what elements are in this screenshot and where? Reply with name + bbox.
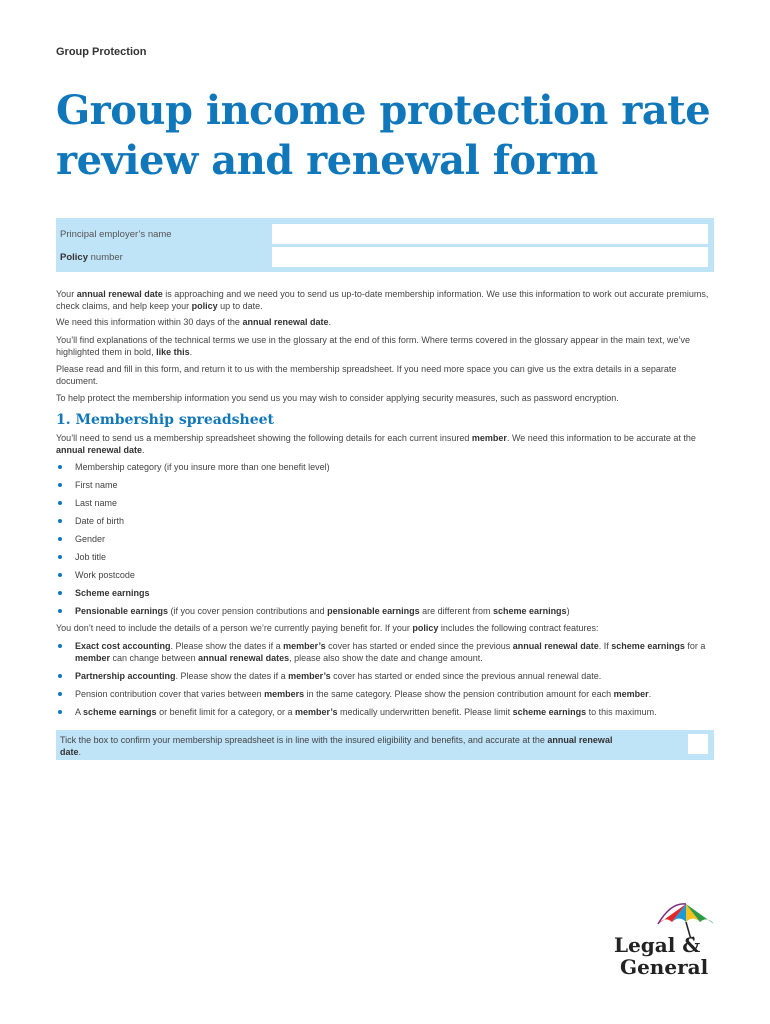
page-title: Group income protection rate review and renewal form — [56, 87, 711, 184]
list-item — [56, 533, 714, 545]
text-run: is approaching and we need you to send us up-to-date membership information. We use this information to work out accurate premiums, check claims, and help keep your — [56, 289, 709, 311]
intro-paragraph — [56, 334, 714, 358]
list-item-text — [75, 570, 135, 580]
bold-term: annual renewal date — [512, 641, 599, 651]
bold-term: member’s — [294, 707, 338, 717]
bold-term: Scheme earnings — [75, 588, 150, 598]
bold-term: pensionable earnings — [327, 606, 420, 616]
text-run: . — [648, 689, 652, 699]
text-run: . — [142, 445, 145, 455]
text-run: Work postcode — [75, 570, 135, 580]
logo-line-2: General — [620, 955, 709, 979]
employer-info-box — [56, 218, 714, 272]
text-run: ) — [566, 606, 570, 616]
list-item-text — [75, 498, 117, 508]
employer-row — [56, 224, 714, 246]
employer-name-field[interactable] — [272, 224, 708, 244]
bold-term: member’s — [283, 641, 326, 651]
policy-label-bold: Policy — [60, 252, 88, 263]
intro-paragraph — [56, 288, 714, 312]
list-item — [56, 569, 714, 581]
bullet-icon — [58, 573, 62, 577]
text-run: up to date. — [217, 301, 263, 311]
list-item — [56, 688, 714, 700]
text-run: (if you cover pension contributions and — [168, 606, 328, 616]
policy-number-label — [60, 252, 123, 263]
bullet-icon — [58, 483, 62, 487]
intro-paragraph — [56, 316, 714, 328]
text-run: Date of birth — [75, 516, 125, 526]
list-item-text — [75, 671, 601, 681]
bullet-icon — [58, 710, 62, 714]
list-item — [56, 515, 714, 527]
text-run: cover has started or ended since the previous annual renewal date. — [330, 671, 602, 681]
list-item — [56, 670, 714, 682]
policy-row — [56, 247, 714, 269]
text-run: You’ll need to send us a membership spreadsheet showing the following details for each current insured — [56, 433, 472, 443]
bold-term: Exact cost accounting — [75, 641, 171, 651]
list-item — [56, 605, 714, 617]
bold-term: annual renewal dates — [198, 653, 290, 663]
list-item — [56, 479, 714, 491]
bullet-icon — [58, 692, 62, 696]
section-intro — [56, 432, 714, 456]
text-run: cover has started or ended since the previous — [325, 641, 513, 651]
text-run: . — [78, 747, 82, 757]
text-run: We need this information within 30 days of the — [56, 317, 243, 327]
bold-term: members — [264, 689, 305, 699]
text-run: or benefit limit for a category, or a — [156, 707, 295, 717]
bold-term: scheme earnings — [512, 707, 587, 717]
bold-term: annual renewal date — [242, 317, 329, 327]
bold-term: annual renewal date — [56, 445, 143, 455]
section-heading: 1. Membership spreadsheet — [56, 412, 274, 428]
bullet-icon — [58, 555, 62, 559]
logo-line-1: Legal & — [614, 933, 701, 957]
list-item — [56, 461, 714, 473]
bold-term: member — [75, 653, 111, 663]
text-run: You’ll find explanations of the technical terms we use in the glossary at the end of this form. Where terms covered in the glossary appear in the main text, we’ve highlighted them in bold, — [56, 335, 690, 357]
text-run: to this maximum. — [586, 707, 657, 717]
list-item-text — [75, 462, 330, 472]
bold-term: policy — [191, 301, 218, 311]
text-run: can change between — [110, 653, 199, 663]
bullet-icon — [58, 644, 62, 648]
bold-term: scheme earnings — [83, 707, 157, 717]
list-item-text — [75, 534, 105, 544]
text-run: A — [75, 707, 84, 717]
text-run: First name — [75, 480, 118, 490]
employer-name-label: Principal employer’s name — [60, 229, 172, 240]
list-item-text — [75, 516, 124, 526]
logo-wordmark — [614, 934, 714, 978]
bullet-icon — [58, 591, 62, 595]
policy-label-rest: number — [88, 252, 123, 263]
bold-term: policy — [412, 623, 439, 633]
text-run: Job title — [75, 552, 107, 562]
text-run: Membership category (if you insure more than one benefit level) — [75, 462, 330, 472]
bold-term: like this — [156, 347, 190, 357]
bold-term: scheme earnings — [611, 641, 685, 651]
bold-term: scheme earnings — [493, 606, 567, 616]
bold-term: Pensionable earnings — [75, 606, 169, 616]
text-run: are different from — [419, 606, 494, 616]
text-run: Please read and fill in this form, and return it to us with the membership spreadsheet. If you need more space you can give us the extra details in a separate document. — [56, 364, 677, 386]
confirm-checkbox[interactable] — [688, 734, 708, 754]
text-run: includes the following contract features: — [438, 623, 599, 633]
text-run: medically underwritten benefit. Please limit — [337, 707, 513, 717]
list-item-text — [75, 552, 106, 562]
text-run: , please also show the date and change amount. — [289, 653, 483, 663]
policy-number-field[interactable] — [272, 247, 708, 267]
list-item-text — [75, 588, 150, 598]
list-item — [56, 497, 714, 509]
list-item-text — [75, 689, 651, 699]
bullet-icon — [58, 465, 62, 469]
list-item-text — [75, 707, 657, 717]
text-run: Last name — [75, 498, 118, 508]
legal-and-general-logo — [614, 900, 720, 980]
bullet-icon — [58, 537, 62, 541]
contract-features-list — [56, 640, 714, 718]
text-run: in the same category. Please show the pension contribution amount for each — [304, 689, 614, 699]
text-run: . — [328, 317, 331, 327]
bold-term: member — [613, 689, 649, 699]
confirmation-text — [60, 734, 620, 758]
text-run: . We need this information to be accurate at the — [506, 433, 696, 443]
bullet-icon — [58, 609, 62, 613]
features-note — [56, 622, 714, 634]
list-item-text — [75, 606, 570, 616]
list-item-text — [75, 641, 705, 663]
list-item — [56, 640, 714, 664]
text-run: To help protect the membership information you send us you may wish to consider applying security measures, such as password encryption. — [56, 393, 619, 403]
bullet-icon — [58, 674, 62, 678]
list-item-text — [75, 480, 118, 490]
text-run: . If — [598, 641, 612, 651]
bold-term: Partnership accounting — [75, 671, 176, 681]
member-details-list — [56, 461, 714, 617]
bold-term: member — [471, 433, 507, 443]
text-run: . Please show the dates if a — [170, 641, 284, 651]
list-item — [56, 551, 714, 563]
header-label: Group Protection — [56, 46, 147, 58]
text-run: Pension contribution cover that varies between — [75, 689, 265, 699]
bullet-icon — [58, 519, 62, 523]
list-item — [56, 706, 714, 718]
list-item — [56, 587, 714, 599]
text-run: Your — [56, 289, 77, 299]
confirmation-box — [56, 730, 714, 760]
text-run: . Please show the dates if a — [175, 671, 289, 681]
text-run: Gender — [75, 534, 106, 544]
bold-term: annual renewal date — [60, 735, 613, 757]
bold-term: annual renewal date — [76, 289, 163, 299]
text-run: for a — [684, 641, 706, 651]
bold-term: member’s — [288, 671, 331, 681]
intro-paragraph — [56, 392, 714, 404]
intro-paragraph — [56, 363, 714, 387]
text-run: . — [189, 347, 193, 357]
text-run: You don’t need to include the details of a person we’re currently paying benefit for. If your — [56, 623, 413, 633]
text-run: Tick the box to confirm your membership spreadsheet is in line with the insured eligibility and benefits, and accurate at the — [60, 735, 548, 745]
bullet-icon — [58, 501, 62, 505]
